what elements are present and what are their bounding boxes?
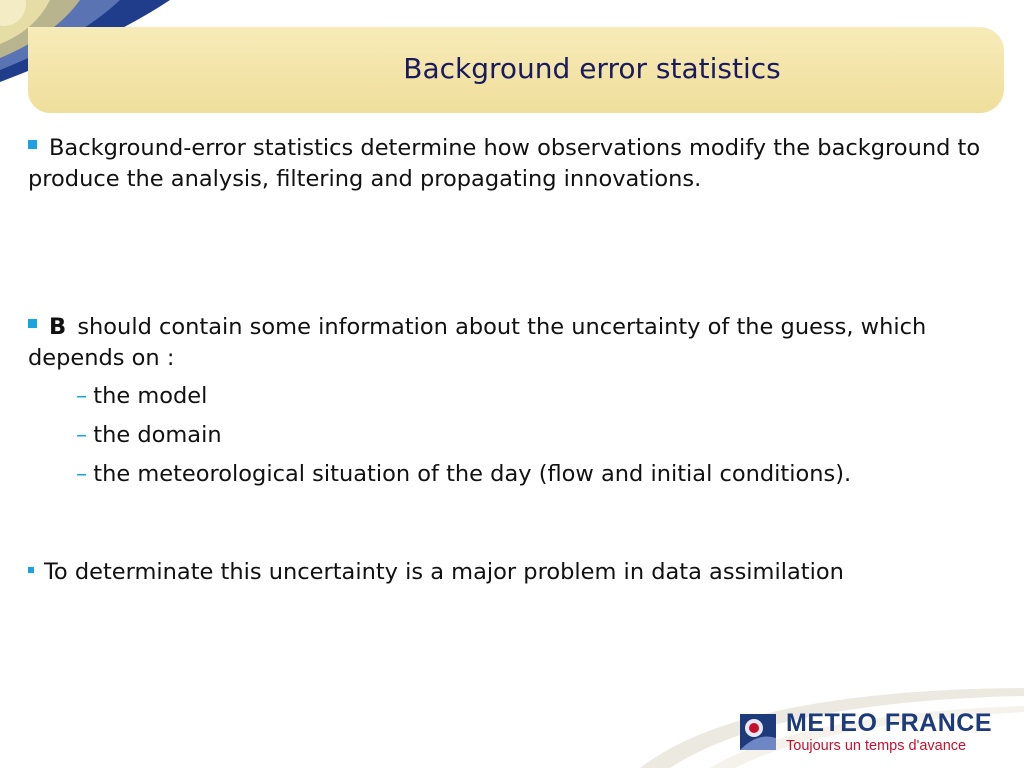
square-bullet-icon (28, 567, 34, 573)
bullet-2-sub-list (76, 377, 851, 494)
bullet-3 (28, 557, 1003, 588)
square-bullet-icon (28, 140, 37, 149)
logo-tagline: Toujours un temps d'avance (786, 737, 967, 754)
dash-bullet-icon: – (76, 422, 88, 448)
logo-name: METEO FRANCE (786, 708, 992, 737)
sub-item: – the domain (76, 422, 222, 448)
bullet-3-text: To determinate this uncertainty is a major problem in data assimilation (44, 559, 844, 585)
bullet-2-text: should contain some information about the uncertainty of the guess, which depends on : (28, 314, 927, 371)
slide-title: Background error statistics (403, 52, 781, 85)
dash-bullet-icon: – (76, 383, 88, 409)
meteo-france-logo (740, 710, 1002, 754)
meteo-france-logo-icon (740, 714, 776, 750)
dash-bullet-icon: – (76, 461, 88, 487)
bullet-1 (28, 133, 1003, 195)
bullet-1-text: Background-error statistics determine how observations modify the background to produce the analysis, filtering and propagating innovations. (28, 135, 981, 192)
square-bullet-icon (28, 319, 37, 328)
bullet-2 (28, 312, 1003, 374)
sub-item: – the model (76, 383, 208, 409)
bullet-2-bold-lead: B (49, 314, 67, 340)
sub-item: – the meteorological situation of the day (flow and initial conditions). (76, 461, 852, 487)
